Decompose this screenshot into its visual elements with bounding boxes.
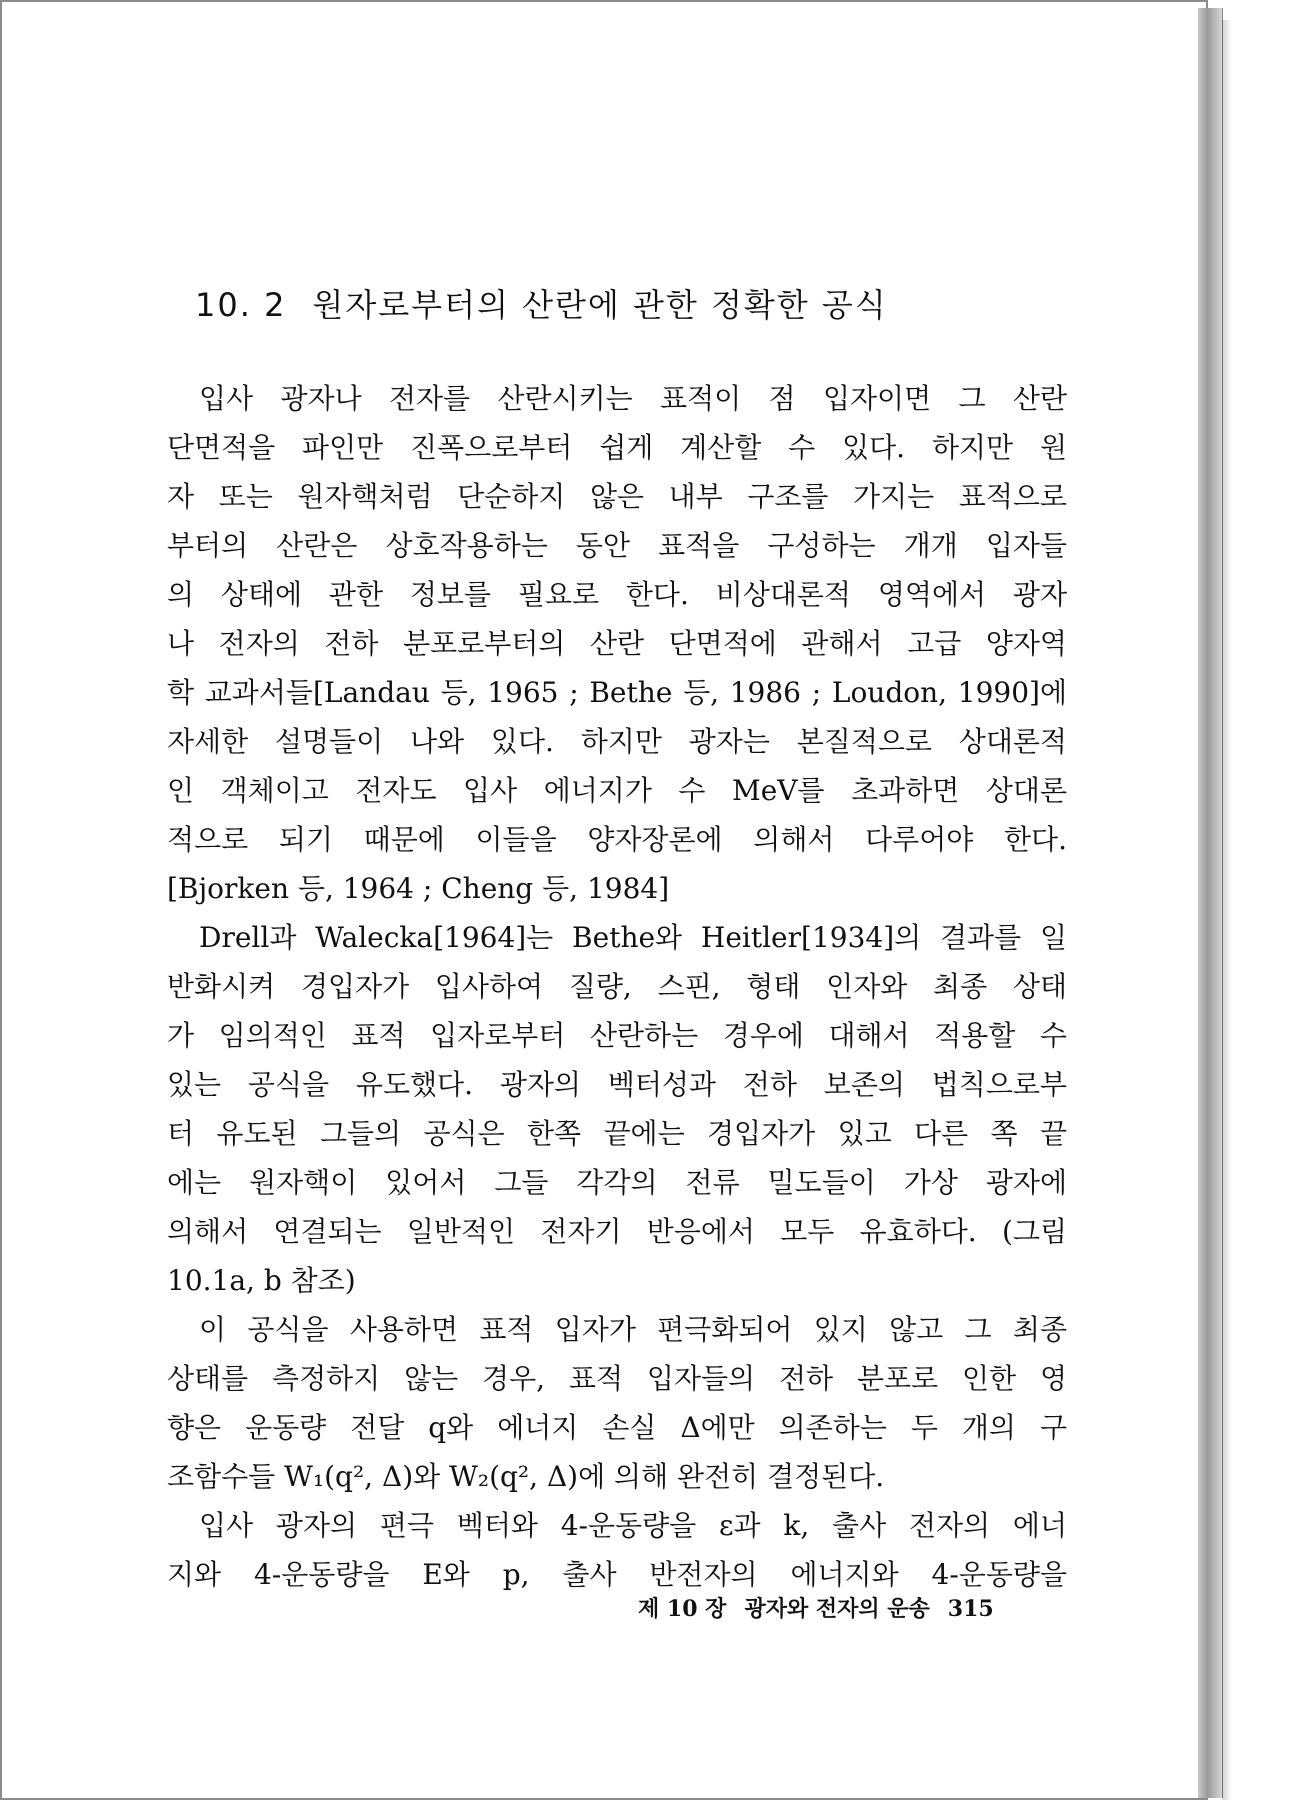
text-line: 가 임의적인 표적 입자로부터 산란하는 경우에 대해서 적용할 수 <box>167 1019 1067 1052</box>
text-line: 자세한 설명들이 나와 있다. 하지만 광자는 본질적으로 상대론적 <box>167 725 1067 758</box>
text-line: 터 유도된 그들의 공식은 한쪽 끝에는 경입자가 있고 다른 쪽 끝 <box>167 1117 1067 1150</box>
text-line: 반화시켜 경입자가 입사하여 질량, 스핀, 형태 인자와 최종 상태 <box>167 970 1067 1003</box>
text-line: 자 또는 원자핵처럼 단순하지 않은 내부 구조를 가지는 표적으로 <box>167 480 1067 513</box>
section-heading <box>195 280 888 326</box>
text-line: 적으로 되기 때문에 이들을 양자장론에 의해서 다루어야 한다. <box>167 823 1067 856</box>
text-line: 조함수들 W₁(q², Δ)와 W₂(q², Δ)에 의해 완전히 결정된다. <box>167 1460 885 1493</box>
section-title: 원자로부터의 산란에 관한 정확한 공식 <box>312 286 888 324</box>
text-line: 의 상태에 관한 정보를 필요로 한다. 비상대론적 영역에서 광자 <box>167 578 1067 611</box>
text-line: 향은 운동량 전달 q와 에너지 손실 Δ에만 의존하는 두 개의 구 <box>167 1411 1067 1444</box>
page-number: 315 <box>947 1596 994 1622</box>
text-line: 부터의 산란은 상호작용하는 동안 표적을 구성하는 개개 입자들 <box>167 529 1067 562</box>
text-line: 이 공식을 사용하면 표적 입자가 편극화되어 있지 않고 그 최종 <box>199 1313 1067 1346</box>
page-shadow <box>1222 20 1232 1800</box>
footer-title: 광자와 전자의 운송 <box>744 1596 930 1622</box>
text-line: 인 객체이고 전자도 입사 에너지가 수 MeV를 초과하면 상대론 <box>167 774 1067 807</box>
text-line: 에는 원자핵이 있어서 그들 각각의 전류 밀도들이 가상 광자에 <box>167 1166 1067 1199</box>
text-line: 상태를 측정하지 않는 경우, 표적 입자들의 전하 분포로 인한 영 <box>167 1362 1067 1395</box>
text-line: 입사 광자나 전자를 산란시키는 표적이 점 입자이면 그 산란 <box>199 382 1067 415</box>
page-footer <box>638 1592 994 1623</box>
body-text <box>167 374 1067 1599</box>
section-number: 10. 2 <box>195 286 287 324</box>
text-line: 의해서 연결되는 일반적인 전자기 반응에서 모두 유효하다. (그림 <box>167 1215 1067 1248</box>
page-edge <box>1198 8 1223 1798</box>
text-line: [Bjorken 등, 1964 ; Cheng 등, 1984] <box>167 872 670 905</box>
text-line: 있는 공식을 유도했다. 광자의 벡터성과 전하 보존의 법칙으로부 <box>167 1068 1067 1101</box>
text-line: 학 교과서들[Landau 등, 1965 ; Bethe 등, 1986 ; Loudon, 1990]에 <box>167 676 1067 709</box>
text-line: Drell과 Walecka[1964]는 Bethe와 Heitler[1934]의 결과를 일 <box>199 921 1067 954</box>
text-line: 단면적을 파인만 진폭으로부터 쉽게 계산할 수 있다. 하지만 원 <box>167 431 1067 464</box>
text-line: 나 전자의 전하 분포로부터의 산란 단면적에 관해서 고급 양자역 <box>167 627 1067 660</box>
text-line: 지와 4-운동량을 E와 p, 출사 반전자의 에너지와 4-운동량을 <box>167 1558 1067 1591</box>
footer-chapter: 제 10 장 <box>638 1596 727 1622</box>
text-line: 10.1a, b 참조) <box>167 1264 356 1297</box>
text-line: 입사 광자의 편극 벡터와 4-운동량을 ε과 k, 출사 전자의 에너 <box>199 1509 1067 1542</box>
